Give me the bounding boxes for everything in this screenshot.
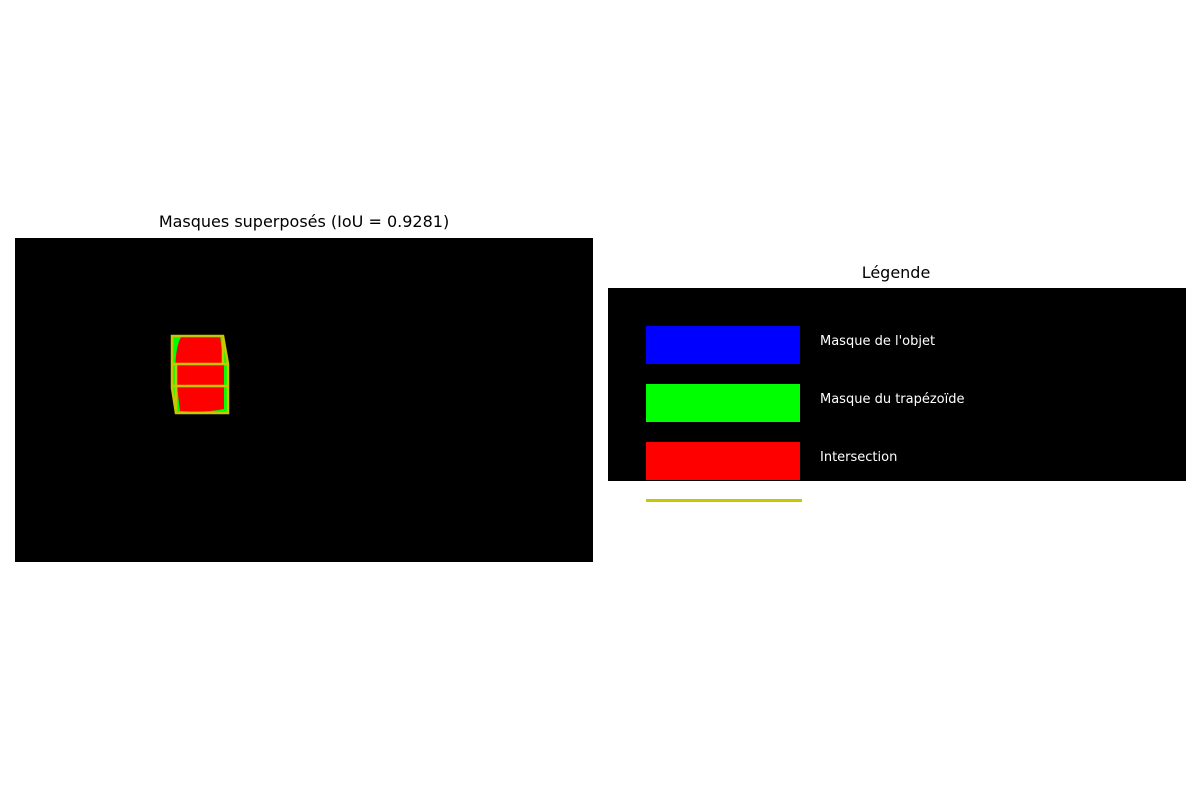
legend-label-trapezoid: Masque du trapézoïde <box>820 392 965 407</box>
legend-swatch-trapezoid <box>646 384 800 422</box>
legend-label-intersection: Intersection <box>820 450 898 465</box>
overlay-panel-title: Masques superposés (IoU = 0.9281) <box>158 212 450 231</box>
legend-title: Légende <box>861 263 931 282</box>
overlay-image-panel <box>15 238 593 562</box>
overlay-image <box>15 238 593 562</box>
legend-outline-line <box>646 499 802 502</box>
legend-label-object: Masque de l'objet <box>820 334 936 349</box>
legend-swatch-intersection <box>646 442 800 480</box>
legend-swatch-object <box>646 326 800 364</box>
intersection-mask <box>176 336 224 412</box>
